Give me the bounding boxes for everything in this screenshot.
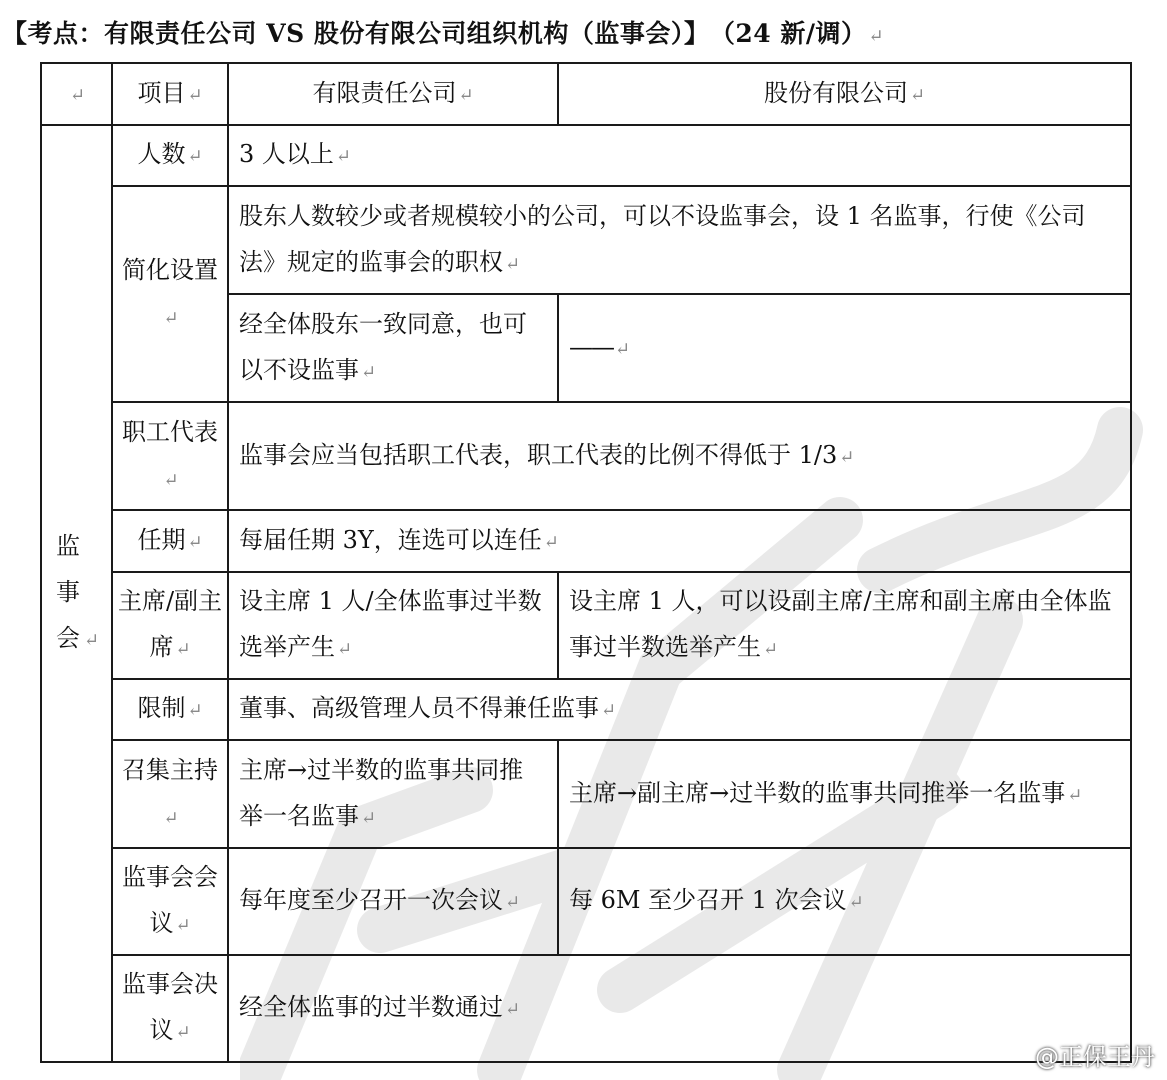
row-label-convene: 召集主持↵ <box>112 740 228 848</box>
row-label-meeting: 监事会会议 ↵ <box>112 848 228 955</box>
paragraph-mark-icon: ↵ <box>175 1022 191 1043</box>
paragraph-mark-icon: ↵ <box>337 639 353 660</box>
paragraph-mark-icon: ↵ <box>187 84 203 106</box>
row-label-term: 任期 ↵ <box>112 510 228 572</box>
paragraph-mark-icon: ↵ <box>543 531 559 553</box>
paragraph-mark-icon: ↵ <box>458 84 474 106</box>
paragraph-mark-icon: ↵ <box>361 361 377 383</box>
comparison-table <box>40 62 1132 1063</box>
paragraph-mark-icon: ↵ <box>839 446 855 468</box>
paragraph-mark-icon: ↵ <box>175 915 191 936</box>
cell-employee-rep-value: 监事会应当包括职工代表，职工代表的比例不得低于 1/3 ↵ <box>228 402 1131 510</box>
paragraph-mark-icon: ↵ <box>69 84 86 106</box>
paragraph-mark-icon: ↵ <box>83 630 100 651</box>
row-label-count: 人数 ↵ <box>112 125 228 186</box>
cell-convene-llc: 主席→过半数的监事共同推举一名监事 ↵ <box>228 740 558 848</box>
table-row <box>41 186 1131 294</box>
table-row <box>41 740 1131 848</box>
row-label-employee-rep: 职工代表↵ <box>112 402 228 510</box>
table-row <box>41 848 1131 955</box>
paragraph-mark-icon: ↵ <box>187 146 203 167</box>
table-row <box>41 572 1131 679</box>
paragraph-mark-icon: ↵ <box>763 639 779 660</box>
table-header-row <box>41 63 1131 125</box>
header-corner-cell <box>41 63 112 125</box>
paragraph-mark-icon: ↵ <box>505 253 521 275</box>
cell-chair-jsc: 设主席 1 人，可以设副主席/主席和副主席由全体监事过半数选举产生 ↵ <box>558 572 1131 679</box>
cell-simplified-jsc: —— ↵ <box>558 294 1131 402</box>
paragraph-mark-icon: ↵ <box>361 807 377 829</box>
cell-count-value: 3 人以上 ↵ <box>228 125 1131 186</box>
paragraph-mark-icon: ↵ <box>909 84 926 106</box>
page-title <box>2 14 884 50</box>
cell-resolution-value: 经全体监事的过半数通过 ↵ <box>228 955 1131 1062</box>
table-row <box>41 955 1131 1062</box>
cell-restriction-value: 董事、高级管理人员不得兼任监事 ↵ <box>228 679 1131 740</box>
cell-simplified-llc: 经全体股东一致同意，也可以不设监事 ↵ <box>228 294 558 402</box>
row-label-restriction: 限制 ↵ <box>112 679 228 740</box>
header-llc: 有限责任公司 ↵ <box>228 63 558 125</box>
paragraph-mark-icon: ↵ <box>1067 784 1083 806</box>
cell-term-value: 每届任期 3Y，连选可以连任 ↵ <box>228 510 1131 572</box>
header-item: 项目 ↵ <box>112 63 228 125</box>
table-row <box>41 510 1131 572</box>
title-text: 【考点：有限责任公司 VS 股份有限公司组织机构（监事会）】 （24 新/调） <box>2 19 867 48</box>
paragraph-mark-icon: ↵ <box>187 700 203 721</box>
paragraph-mark-icon: ↵ <box>868 26 885 47</box>
cell-chair-llc: 设主席 1 人/全体监事过半数选举产生 ↵ <box>228 572 558 679</box>
side-label-supervisory-board: 监事会 ↵ <box>41 125 112 1062</box>
cell-convene-jsc: 主席→副主席→过半数的监事共同推举一名监事 ↵ <box>558 740 1131 848</box>
table-row <box>41 125 1131 186</box>
paragraph-mark-icon: ↵ <box>848 892 864 913</box>
paragraph-mark-icon: ↵ <box>505 999 521 1020</box>
paragraph-mark-icon: ↵ <box>163 807 179 829</box>
paragraph-mark-icon: ↵ <box>335 146 351 167</box>
weibo-credit: @正保王丹 <box>1035 1043 1155 1071</box>
table-row <box>41 679 1131 740</box>
paragraph-mark-icon: ↵ <box>615 338 631 360</box>
row-label-resolution: 监事会决议 ↵ <box>112 955 228 1062</box>
cell-meeting-llc: 每年度至少召开一次会议 ↵ <box>228 848 558 955</box>
cell-meeting-jsc: 每 6M 至少召开 1 次会议 ↵ <box>558 848 1131 955</box>
paragraph-mark-icon: ↵ <box>163 307 179 329</box>
row-label-simplified: 简化设置↵ <box>112 186 228 402</box>
header-jsc: 股份有限公司 ↵ <box>558 63 1131 125</box>
paragraph-mark-icon: ↵ <box>187 531 203 553</box>
paragraph-mark-icon: ↵ <box>175 639 191 660</box>
paragraph-mark-icon: ↵ <box>163 469 179 491</box>
row-label-chair: 主席/副主席 ↵ <box>112 572 228 679</box>
table-row <box>41 402 1131 510</box>
paragraph-mark-icon: ↵ <box>505 892 521 913</box>
paragraph-mark-icon: ↵ <box>601 700 617 721</box>
cell-simplified-shared: 股东人数较少或者规模较小的公司，可以不设监事会，设 1 名监事，行使《公司法》规定的监事会的职权 ↵ <box>228 186 1131 294</box>
